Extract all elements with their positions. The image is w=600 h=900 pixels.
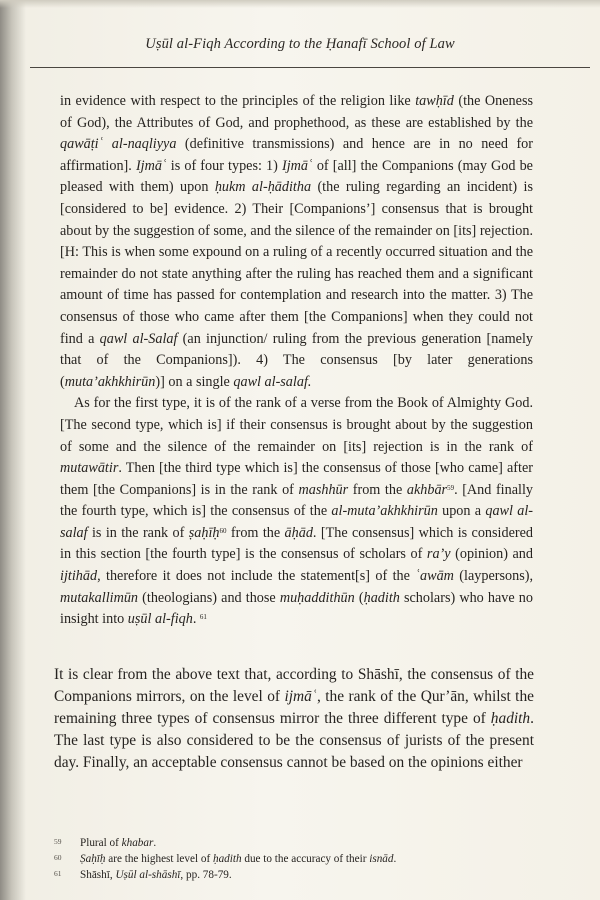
italic-term: ḥadith — [363, 589, 400, 606]
footnote-ref[interactable]: 61 — [199, 613, 207, 622]
italic-term: ra’y — [426, 546, 451, 563]
text-run: As for the first type, it is of the rank of a verse from the Book of Almighty God. [The second type, which is] if their consensus is brought about by the suggestion of some and the silence of the remainder on [its] rejection is in the rank of — [60, 395, 533, 455]
text-run: (laypersons), — [453, 568, 533, 585]
text-run: , the rank of the Qur’ān, whilst the remaining three types of consensus mirror the three different type of — [54, 688, 534, 727]
text-run: , therefore it does not include the statement[s] of the — [97, 568, 416, 585]
quoted-paragraph-1 — [60, 91, 533, 393]
text-run: It is clear from the above text that, according to Shāshī, the consensus of the Companions mirrors, on the level of — [54, 666, 534, 705]
italic-term: Ijmāʿ — [281, 157, 313, 174]
text-run: ( — [354, 589, 364, 606]
text-run: is in the rank of — [87, 524, 189, 541]
italic-term: tawḥīd — [415, 93, 454, 109]
page-top-edge — [0, 0, 600, 8]
italic-term: Ijmāʿ — [135, 157, 167, 174]
text-run: is of four types: 1) — [166, 157, 282, 174]
header-rule — [30, 67, 590, 68]
italic-term: Ṣaḥīḥ — [80, 852, 106, 865]
text-run: . [And finally the fourth type, which is] the consensus of the — [60, 481, 533, 520]
text-run: (definitive transmissions) and hence are in no need for affirmation]. — [60, 136, 533, 174]
italic-term: ḥadith — [490, 710, 531, 727]
text-run: are the highest level of — [105, 852, 213, 865]
italic-term: qawāṭiʿ al-naqliyya — [60, 136, 177, 153]
text-run: in evidence with respect to the principles of the religion like — [60, 93, 416, 109]
italic-term: muta’akhkhirūn — [64, 373, 156, 390]
italic-term: akhbār — [406, 481, 448, 498]
italic-term: ijmāʿ — [284, 688, 317, 705]
footnote-number: 61 — [54, 868, 62, 878]
footnote-ref[interactable]: 60 — [219, 526, 227, 535]
italic-term: mutakallimūn — [60, 589, 139, 606]
text-run: . — [153, 837, 157, 849]
italic-term: isnād — [369, 852, 394, 865]
italic-term: āḥād — [284, 524, 313, 541]
text-run: . The last type is also considered to be the consensus of jurists of the present day. Finally, an acceptable consensus cannot be based on the opinions either — [54, 710, 534, 771]
italic-term: khabar — [121, 837, 154, 849]
text-run: )] on a single — [155, 373, 234, 390]
italic-term: mashhūr — [298, 481, 349, 498]
italic-term: Uṣūl al-shāshī — [115, 868, 181, 881]
italic-term: ijtihād — [60, 568, 98, 585]
italic-term: qawl al-salaf — [60, 503, 533, 541]
italic-term: uṣūl al-fiqh — [127, 611, 193, 628]
text-run: . — [192, 611, 200, 628]
italic-term: qawl al-salaf. — [233, 373, 312, 390]
italic-term: ʿawām — [415, 568, 454, 585]
italic-term: ḥukm al-ḥāditha — [214, 179, 312, 196]
text-run: , pp. 78-79. — [180, 868, 232, 881]
italic-term: muḥaddithūn — [279, 589, 355, 606]
text-run: Plural of — [80, 837, 122, 849]
running-head: Uṣūl al-Fiqh According to the Ḥanafī School of Law — [145, 36, 455, 52]
footnote-59 — [54, 836, 524, 852]
text-run: of [all] the Companions (may God be pleased with them) upon — [60, 157, 533, 196]
footnote-number: 60 — [54, 852, 62, 862]
text-run: . Then [the third type which is] the consensus of those [who came] after them [the Companions] is in the rank of — [60, 460, 533, 498]
text-run: (the Oneness of God), the Attributes of God, and prophethood, as these are established by the — [60, 93, 533, 131]
commentary-text — [54, 664, 534, 774]
italic-term: al-muta’akhkhirūn — [331, 503, 438, 520]
italic-term: ḥadith — [212, 852, 242, 865]
text-run: from the — [348, 481, 407, 498]
text-run: (an injunction/ ruling from the previous generation [namely that of the Companions]). 4) The consensus [by later generations ( — [60, 330, 533, 390]
text-run: Shāshī, — [80, 868, 116, 881]
text-run: (theologians) and those — [138, 589, 280, 606]
footnotes — [54, 836, 524, 883]
commentary-paragraph — [54, 664, 534, 774]
footnote-61 — [54, 868, 524, 884]
italic-term: ṣaḥīḥ — [188, 524, 220, 541]
italic-term: qawl al-Salaf — [99, 330, 178, 347]
text-run: . [The consensus] which is considered in this section [the fourth type] is the consensus of scholars of — [60, 524, 533, 563]
footnote-60 — [54, 852, 524, 868]
footnote-number: 59 — [54, 837, 62, 846]
text-run: scholars) who have no insight into — [60, 589, 533, 628]
quoted-passage — [60, 91, 533, 631]
text-run: . — [393, 852, 397, 865]
text-run: upon a — [437, 503, 486, 520]
italic-term: mutawātir — [60, 460, 119, 477]
text-run: from the — [226, 524, 285, 541]
text-run: (the ruling regarding an incident) is [considered to be] evidence. 2) Their [Companions’] consensus that is brought about by the suggestion of some, and the silence of the remainder on [its] rejection. [H: This is when some expound on a ruling of a recently occurred situation and the remainder do not state anything after the ruling has reached them and a significant amount of time has passed for contemplation and research into the matter. 3) The consensus of those who came after them [the Companions] when they could not find a — [60, 179, 534, 347]
text-run: (opinion) and — [450, 546, 533, 563]
footnote-ref[interactable]: 59 — [447, 483, 455, 492]
quoted-paragraph-2 — [60, 393, 533, 631]
page-gutter-shadow — [0, 0, 26, 900]
text-run: due to the accuracy of their — [241, 852, 370, 865]
